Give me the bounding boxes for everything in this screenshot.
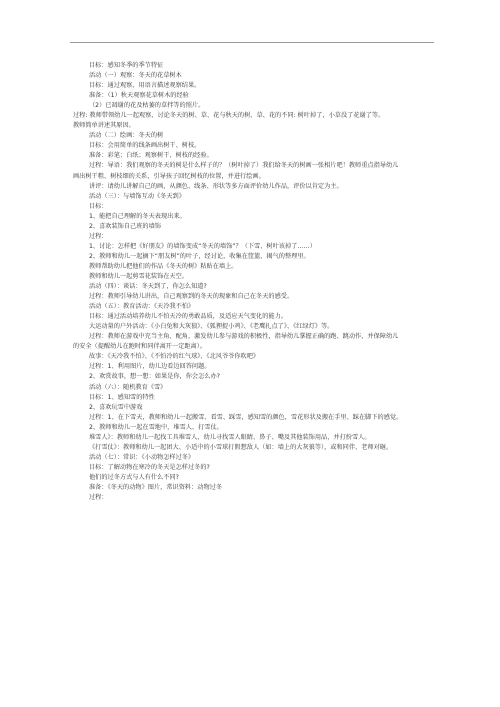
activity-7-heading: 活动（七）：常识：《小动物怎样过冬》 [89, 453, 195, 461]
activity-2-heading: 活动（二）绘画：冬天的树 [89, 132, 164, 140]
activity-3-goal-label: 目标： [89, 202, 108, 210]
goal-line: 目标：感知冬季的季节特征 [89, 62, 164, 69]
activity-4-heading: 活动（四）：谈话：冬天到了，你怎么知道? [89, 283, 207, 291]
activity-7-prep: 准备：《冬天的动物》图片，常识资料：动物过冬 [89, 483, 223, 491]
activity-7-goal: 目标：了解动物在寒冷的冬天是怎样过冬的? [89, 463, 210, 471]
activity-3-process-label: 过程： [89, 232, 108, 240]
activity-6-snowman: 堆雪人》：教师和幼儿一起找工具堆雪人，幼儿寻找雪人眼睛、鼻子、嘴及其他装饰用品，并打扮雪人。 [89, 433, 371, 441]
activity-1-prep-2: （2）已凋谢的花及枯萎的草拌等的照片。 [89, 102, 205, 110]
activity-1-process: 过程: 教师带领幼儿一起观察、讨论冬天的树、草、花与秋天的树、草、花的不同: 树叶掉了，小草没了花谢了等。 [73, 112, 385, 120]
activity-1-goal: 目标：通过观察，用语言描述观察结果。 [89, 82, 201, 90]
activity-3-goal-1: 1、能把自己理解的冬天表现出来。 [89, 212, 186, 220]
activity-2-goal: 目标：会用简单的线条画出树干、树枝。 [89, 142, 201, 150]
activity-5-outdoor: 大运动量的户外活动：《小白兔和大灰狼》、《狐狸捉小鸡》、《老鹰扎点了》、《红绿灯》等。 [89, 323, 334, 331]
activity-6-snowball: 《打雪仗》：教师和幼儿一起团大、小适中的小雪球打假想敌人（如：墙上的大灰狼等），或和同伴、老师对砸。 [89, 443, 393, 451]
activity-3-step-1: 1、讨论：怎样把《好朋友》的墙饰变成“冬天的墙饰”？（下雪、树叶该掉了……） [89, 242, 316, 250]
activity-6-goal-2: 2、喜欢玩雪中游戏 [89, 403, 143, 411]
activity-5-heading: 活动（五）：教育活动：《天冷我不怕》 [89, 303, 195, 311]
activity-3-step-4: 教师和幼儿一起剪雪花装饰在天空。 [89, 272, 188, 280]
activity-2-process: 过程：导语：我们观察的冬天的树是什么样子的？（树叶掉了）我们给冬天的树画一张相片吧！教师重点指导幼儿 [89, 162, 399, 170]
activity-5-process: 过程：教师在游戏中充当主角、配角，激发幼儿参与游戏的积极性，指导幼儿掌握正确的跑、跳动作，并保障幼儿 [89, 333, 399, 341]
activity-1-process-cont: 教师简单讲述其原因。 [73, 122, 135, 130]
activity-6-process-1: 过程：1、在下雪天，教师和幼儿一起搬雪、看雪、踩雪，感知雪的颜色，雪花形状及搬在手里、踩在脚下的感觉。 [89, 413, 403, 421]
activity-5-process-cont: 的安全（提醒幼儿在跑时和同伴离开一定距离）。 [73, 343, 207, 351]
activity-1-prep-1: 准备：（1）秋天观察花草树木的经验 [89, 92, 189, 100]
activity-2-review: 讲评：请幼儿讲解自己的画，从颜色、线条、形状等多方面评价幼儿作品，评价以肯定为主。 [89, 182, 343, 190]
activity-2-process-cont: 画出树干粗、树枝细的关系，引导孩子回忆树枝的位置，并进行绘画。 [73, 172, 265, 180]
activity-6-goal-1: 目标：1、感知雪的特性 [89, 393, 155, 401]
activity-3-heading: 活动（三）：与墙饰互动《冬天到》 [89, 192, 185, 200]
activity-5-story-step-1: 过程：1、利用图片，幼儿边看边回答问题。 [89, 363, 211, 371]
activity-1-heading: 活动（一）观察：冬天的花草树木 [89, 72, 182, 80]
activity-7-goal-cont: 他们的过冬方式与人有什么不同? [89, 473, 179, 481]
activity-4-process: 过程：教师引导幼儿讲出，自己观察到的冬天的现象和自己在冬天的感受。 [89, 293, 294, 301]
activity-3-step-3: 教师帮助幼儿把他们的作品《冬天的树》粘贴在墙上。 [89, 262, 238, 270]
activity-5-story: 故事：《天冷我不怕》、《不怕冷的红气球》、《北风爷爷你吹吧》 [89, 353, 260, 361]
activity-5-goal: 目标：通过活动培养幼儿不怕天冷的勇敢品质，及适应天气变化的能力。 [89, 313, 287, 321]
activity-3-goal-2: 2、喜欢装饰自己班的墙饰 [89, 222, 161, 230]
document-body [73, 61, 439, 503]
activity-2-prep: 准备：彩笔；白纸；观察树干、树枝的经验。 [89, 152, 213, 160]
activity-6-heading: 活动（六）：随机教育《雪》 [89, 383, 167, 391]
activity-6-process-2: 2、教师和幼儿一起在雪地中，堆雪人、打雪仗。 [89, 423, 223, 431]
activity-5-story-step-2: 2、欢赏故事，想一想：如果是你，你会怎么办? [89, 373, 220, 381]
activity-3-step-2: 2、教师和幼儿一起摘下“朋友树”的叶子，经讨论，收集在筐篮，揭气的整理里。 [89, 252, 310, 260]
activity-7-process-label: 过程： [89, 494, 108, 502]
header-rule [70, 42, 434, 43]
